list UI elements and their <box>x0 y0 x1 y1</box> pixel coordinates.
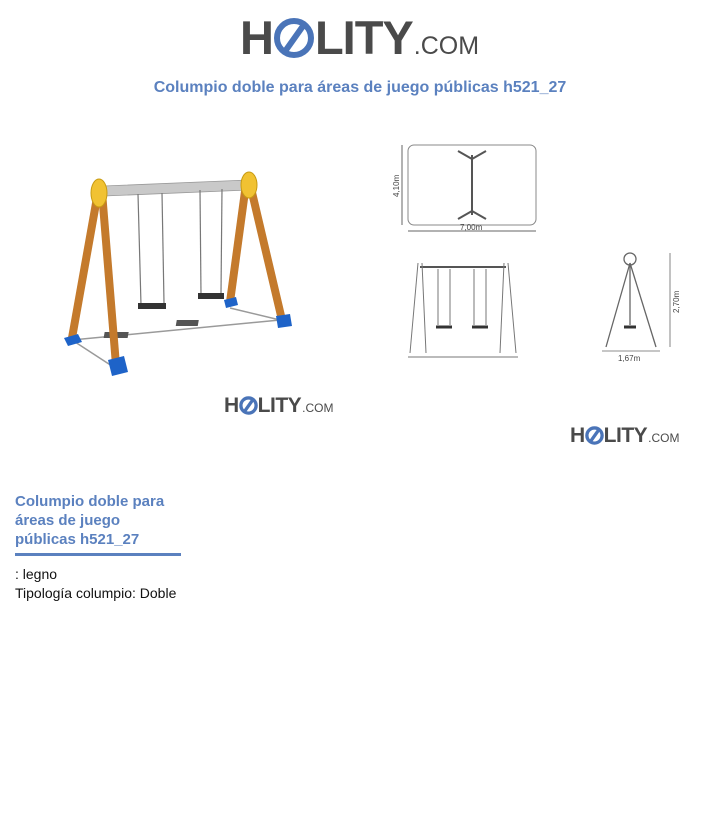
left-leg-rear <box>72 192 98 338</box>
logo-tld: .COM <box>648 431 680 445</box>
product-name-heading: Columpio doble para áreas de juego públicas h521_27 <box>15 493 165 548</box>
ground-mat <box>176 320 199 326</box>
heading-underline <box>15 553 181 556</box>
top-view-frame <box>458 151 486 219</box>
top-view-depth-label: 4,10m <box>392 174 401 197</box>
top-beam <box>104 180 248 196</box>
top-view-width-label: 7,00m <box>460 223 483 232</box>
page-title: Columpio doble para áreas de juego públicas h521_27 <box>153 79 567 96</box>
left-end-panel <box>91 179 107 207</box>
left-leg-front <box>102 192 116 365</box>
logo-o-icon <box>585 426 604 445</box>
product-image <box>20 160 300 380</box>
base-plate <box>108 356 128 376</box>
side-view <box>602 253 670 351</box>
holity-logo-small[interactable] <box>224 393 334 418</box>
base-plate <box>224 297 238 308</box>
logo-letter-h: H <box>240 11 273 64</box>
front-view <box>408 263 518 357</box>
logo-letters-lity: LITY <box>603 424 648 447</box>
right-leg-front <box>250 184 282 320</box>
spec-material: : legno <box>15 566 58 582</box>
logo-letter-h: H <box>224 394 239 417</box>
swing-seat-right <box>198 293 224 299</box>
base-plate <box>276 314 292 328</box>
right-end-panel <box>241 172 257 198</box>
swing-seat-left <box>138 303 166 309</box>
ground-frame <box>72 308 280 368</box>
logo-letters-lity: LITY <box>314 11 413 64</box>
side-view-base-label: 1,67m <box>618 354 641 363</box>
logo-o-icon <box>274 18 314 58</box>
holity-logo-small[interactable] <box>570 423 680 448</box>
right-leg-rear <box>230 184 246 302</box>
logo-tld: .COM <box>413 32 480 60</box>
logo-tld: .COM <box>302 401 334 415</box>
logo-letter-h: H <box>570 424 585 447</box>
logo-letters-lity: LITY <box>257 394 302 417</box>
technical-drawings <box>388 135 688 375</box>
side-view-height-label: 2,70m <box>672 290 681 313</box>
swing-chains <box>138 189 222 305</box>
logo-o-icon <box>239 396 258 415</box>
holity-logo[interactable] <box>240 10 479 65</box>
spec-swing-type: Tipología columpio: Doble <box>15 585 177 601</box>
